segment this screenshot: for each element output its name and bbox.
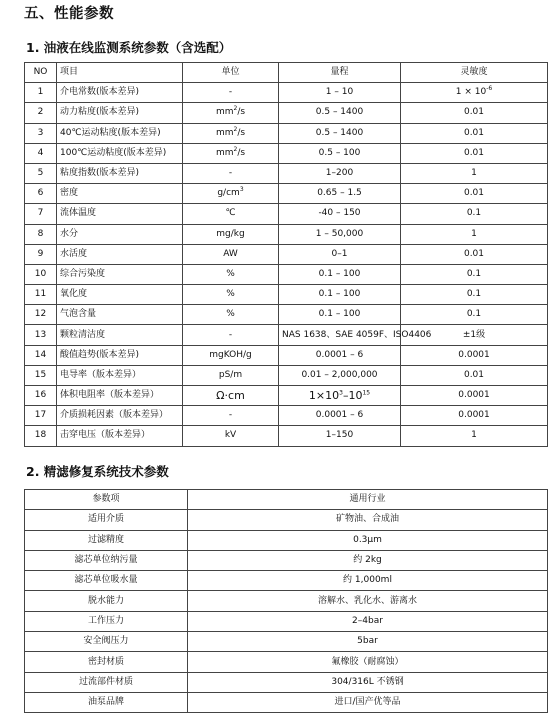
row-param: 滤芯单位吸水量 <box>25 571 188 591</box>
table-row <box>25 83 548 103</box>
row-item: 气泡含量 <box>57 305 183 325</box>
header-no: NO <box>25 63 57 83</box>
table-row <box>25 325 548 345</box>
row-range: 0.1 – 100 <box>279 305 401 325</box>
row-range: -40 – 150 <box>279 204 401 224</box>
table-row <box>25 632 548 652</box>
row-value: 2–4bar <box>188 611 548 631</box>
monitoring-table-body <box>25 63 548 447</box>
monitoring-parameters-table <box>24 62 548 447</box>
row-range: 0–1 <box>279 244 401 264</box>
row-no: 6 <box>25 184 57 204</box>
row-range: 0.1 – 100 <box>279 264 401 284</box>
row-item: 体积电阻率（版本差异） <box>57 386 183 406</box>
row-no: 18 <box>25 426 57 446</box>
row-value: 5bar <box>188 632 548 652</box>
row-no: 3 <box>25 123 57 143</box>
table-row <box>25 285 548 305</box>
row-range: 0.0001 – 6 <box>279 345 401 365</box>
row-item: 介质损耗因素（版本差异） <box>57 406 183 426</box>
row-range <box>279 386 401 406</box>
row-unit <box>183 123 279 143</box>
table-row <box>25 123 548 143</box>
row-no: 13 <box>25 325 57 345</box>
row-value: 约 1,000ml <box>188 571 548 591</box>
range-start-exponent: 3 <box>339 389 343 397</box>
row-range: 1–200 <box>279 163 401 183</box>
row-sensitivity: 0.01 <box>401 123 548 143</box>
row-sensitivity: 0.01 <box>401 143 548 163</box>
table-row <box>25 264 548 284</box>
row-unit: mg/kg <box>183 224 279 244</box>
row-range: 0.1 – 100 <box>279 285 401 305</box>
header-sensitivity: 灵敏度 <box>401 63 548 83</box>
row-item: 密度 <box>57 184 183 204</box>
row-unit: ℃ <box>183 204 279 224</box>
row-param: 滤芯单位纳污量 <box>25 550 188 570</box>
row-no: 1 <box>25 83 57 103</box>
row-param: 适用介质 <box>25 510 188 530</box>
row-no: 15 <box>25 365 57 385</box>
unit-text: mm <box>215 147 234 158</box>
header-unit: 单位 <box>183 63 279 83</box>
row-range: 0.01 – 2,000,000 <box>279 365 401 385</box>
table-header-row <box>25 63 548 83</box>
row-item: 动力粘度(版本差异) <box>57 103 183 123</box>
row-unit: AW <box>183 244 279 264</box>
row-no: 4 <box>25 143 57 163</box>
row-unit <box>183 143 279 163</box>
row-unit: % <box>183 264 279 284</box>
row-sensitivity: 1 <box>401 224 548 244</box>
row-unit: - <box>183 325 279 345</box>
row-item: 介电常数(版本差异) <box>57 83 183 103</box>
range-end: –10 <box>342 389 363 403</box>
row-sensitivity: 0.01 <box>401 244 548 264</box>
row-item: 流体温度 <box>57 204 183 224</box>
row-range: 1 – 50,000 <box>279 224 401 244</box>
row-item: 击穿电压（版本差异） <box>57 426 183 446</box>
row-param: 密封材质 <box>25 652 188 672</box>
unit-superscript: 2 <box>233 105 238 113</box>
table-row <box>25 571 548 591</box>
row-range: 0.5 – 1400 <box>279 103 401 123</box>
row-value: 进口/国产优等品 <box>188 692 548 712</box>
row-range: 0.5 – 100 <box>279 143 401 163</box>
unit-superscript: 2 <box>233 125 238 133</box>
range-start: 1×10 <box>308 389 340 403</box>
row-item: 100℃运动粘度(版本差异) <box>57 143 183 163</box>
row-param: 过滤精度 <box>25 530 188 550</box>
row-value: 约 2kg <box>188 550 548 570</box>
table-row <box>25 143 548 163</box>
table-row <box>25 184 548 204</box>
unit-text: g/cm <box>217 188 240 199</box>
subsection-title-monitoring: 1. 油液在线监测系统参数（含选配） <box>26 40 232 55</box>
row-no: 2 <box>25 103 57 123</box>
table-row <box>25 244 548 264</box>
row-param: 安全阀压力 <box>25 632 188 652</box>
row-param: 工作压力 <box>25 611 188 631</box>
row-no: 7 <box>25 204 57 224</box>
row-range: NAS 1638、SAE 4059F、ISO4406 <box>279 325 401 345</box>
row-item: 水分 <box>57 224 183 244</box>
range-end-exponent: 15 <box>362 389 371 397</box>
row-range: 0.0001 – 6 <box>279 406 401 426</box>
row-no: 8 <box>25 224 57 244</box>
table-row <box>25 365 548 385</box>
row-sensitivity: 0.0001 <box>401 386 548 406</box>
table-row <box>25 406 548 426</box>
row-sensitivity: 0.1 <box>401 264 548 284</box>
row-range: 0.65 – 1.5 <box>279 184 401 204</box>
row-unit: kV <box>183 426 279 446</box>
row-item: 酸值趋势(版本差异) <box>57 345 183 365</box>
table-row <box>25 345 548 365</box>
row-unit: pS/m <box>183 365 279 385</box>
row-no: 12 <box>25 305 57 325</box>
sensitivity-exponent: -6 <box>486 85 493 93</box>
row-param: 脱水能力 <box>25 591 188 611</box>
subsection-title-filtration: 2. 精滤修复系统技术参数 <box>26 464 169 479</box>
row-item: 40℃运动粘度(版本差异) <box>57 123 183 143</box>
row-sensitivity: ±1级 <box>401 325 548 345</box>
header-param: 参数项 <box>25 490 188 510</box>
table-row <box>25 103 548 123</box>
row-no: 16 <box>25 386 57 406</box>
row-sensitivity: 0.01 <box>401 365 548 385</box>
unit-text: mm <box>215 127 234 138</box>
row-no: 5 <box>25 163 57 183</box>
row-no: 10 <box>25 264 57 284</box>
row-sensitivity: 0.1 <box>401 204 548 224</box>
table-row <box>25 591 548 611</box>
row-unit: - <box>183 406 279 426</box>
row-unit <box>183 184 279 204</box>
row-sensitivity: 0.1 <box>401 305 548 325</box>
filtration-parameters-table <box>24 489 548 713</box>
header-range: 量程 <box>279 63 401 83</box>
row-unit <box>183 103 279 123</box>
row-value: 溶解水、乳化水、游离水 <box>188 591 548 611</box>
row-sensitivity: 0.01 <box>401 184 548 204</box>
row-unit: % <box>183 285 279 305</box>
row-value: 0.3μm <box>188 530 548 550</box>
row-unit: % <box>183 305 279 325</box>
row-no: 17 <box>25 406 57 426</box>
row-sensitivity <box>401 83 548 103</box>
sensitivity-text: 1 × 10 <box>455 87 487 98</box>
table-row <box>25 163 548 183</box>
unit-tail: /s <box>237 147 246 158</box>
section-title: 五、性能参数 <box>24 6 114 22</box>
row-item: 电导率（版本差异） <box>57 365 183 385</box>
row-item: 颗粒清洁度 <box>57 325 183 345</box>
table-row <box>25 652 548 672</box>
row-sensitivity: 0.1 <box>401 285 548 305</box>
table-row <box>25 386 548 406</box>
row-range: 1–150 <box>279 426 401 446</box>
unit-text: mm <box>215 107 234 118</box>
row-unit: mgKOH/g <box>183 345 279 365</box>
row-sensitivity: 1 <box>401 163 548 183</box>
table-row <box>25 611 548 631</box>
table-row <box>25 672 548 692</box>
row-sensitivity: 0.0001 <box>401 406 548 426</box>
row-unit: Ω·cm <box>183 386 279 406</box>
filtration-table-body <box>25 490 548 713</box>
row-param: 油泵品牌 <box>25 692 188 712</box>
row-range: 0.5 – 1400 <box>279 123 401 143</box>
unit-superscript: 2 <box>233 145 238 153</box>
row-value: 矿物油、合成油 <box>188 510 548 530</box>
table-row <box>25 530 548 550</box>
row-range: 1 – 10 <box>279 83 401 103</box>
row-sensitivity: 1 <box>401 426 548 446</box>
row-param: 过流部件材质 <box>25 672 188 692</box>
table-row <box>25 204 548 224</box>
row-no: 11 <box>25 285 57 305</box>
table-header-row <box>25 490 548 510</box>
row-sensitivity: 0.0001 <box>401 345 548 365</box>
table-row <box>25 305 548 325</box>
row-item: 综合污染度 <box>57 264 183 284</box>
header-item: 项目 <box>57 63 183 83</box>
row-item: 粘度指数(版本差异) <box>57 163 183 183</box>
table-row <box>25 550 548 570</box>
table-row <box>25 692 548 712</box>
table-row <box>25 426 548 446</box>
unit-superscript: 3 <box>239 186 244 194</box>
row-sensitivity: 0.01 <box>401 103 548 123</box>
row-value: 氟橡胶（耐腐蚀） <box>188 652 548 672</box>
row-item: 氧化度 <box>57 285 183 305</box>
row-no: 14 <box>25 345 57 365</box>
row-value: 304/316L 不锈钢 <box>188 672 548 692</box>
table-row <box>25 510 548 530</box>
unit-tail: /s <box>237 107 246 118</box>
table-row <box>25 224 548 244</box>
row-unit: - <box>183 83 279 103</box>
header-general-industry: 通用行业 <box>188 490 548 510</box>
row-item: 水活度 <box>57 244 183 264</box>
row-no: 9 <box>25 244 57 264</box>
row-unit: - <box>183 163 279 183</box>
unit-tail: /s <box>237 127 246 138</box>
